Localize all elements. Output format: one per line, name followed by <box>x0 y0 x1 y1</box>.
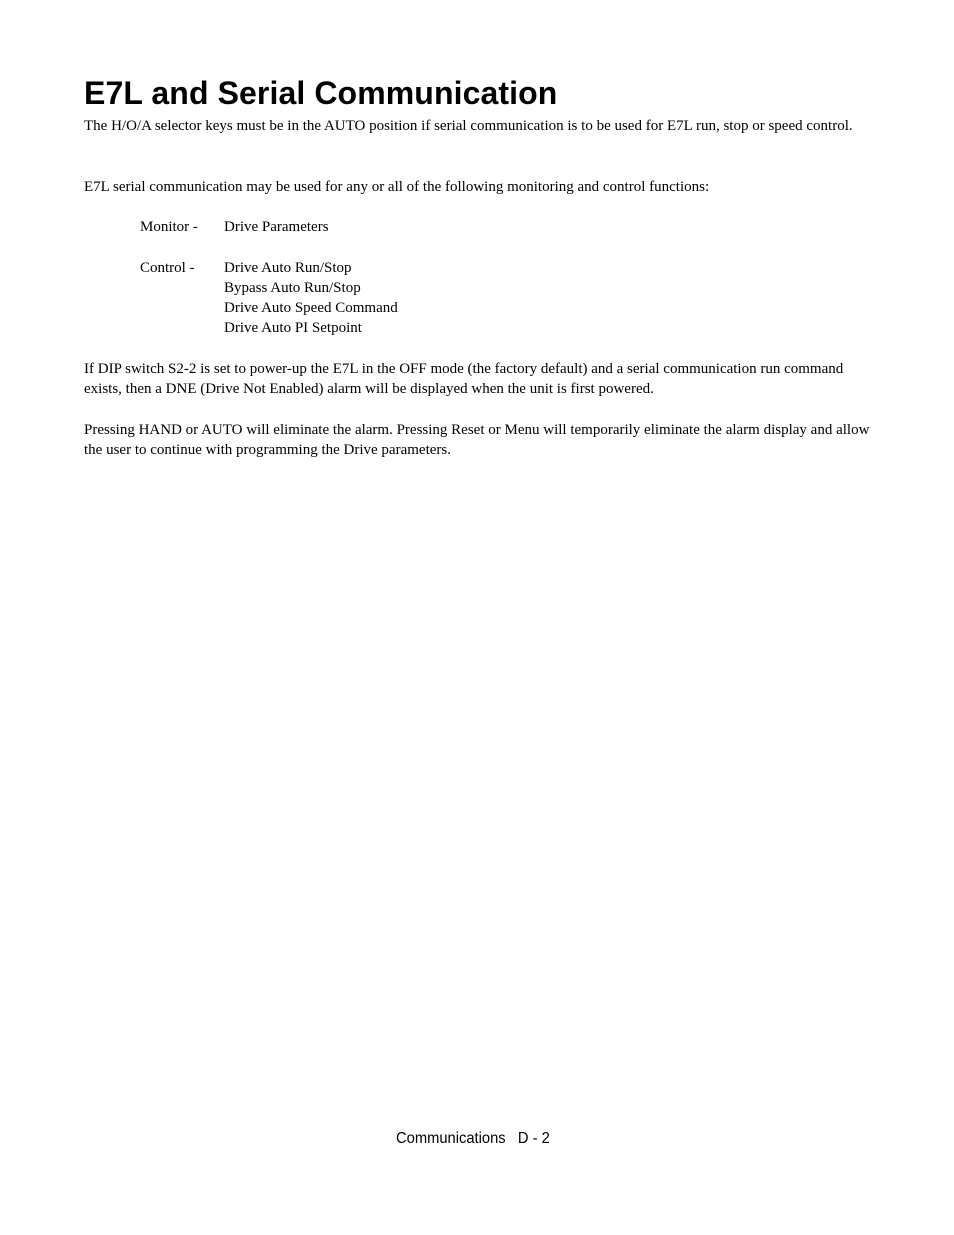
paragraph-hoa-auto: The H/O/A selector keys must be in the AUTO position if serial communication is to be used for E7L run, stop or speed control. <box>84 118 853 134</box>
control-item: Bypass Auto Run/Stop <box>224 280 361 296</box>
control-item: Drive Auto Speed Command <box>224 300 398 316</box>
control-label: Control - <box>140 260 195 276</box>
footer-page-number: D - 2 <box>517 1130 550 1147</box>
monitor-functions <box>140 217 329 237</box>
control-item: Drive Auto PI Setpoint <box>224 320 362 336</box>
control-items <box>224 258 398 338</box>
page-title: E7L and Serial Communication <box>84 75 558 111</box>
page-footer <box>396 1129 550 1149</box>
monitor-items <box>224 217 329 237</box>
paragraph-dne-alarm: If DIP switch S2-2 is set to power-up the E7L in the OFF mode (the factory default) and a serial communication run command exists, then a DNE (Drive Not Enabled) alarm will be displayed when the unit is first powered. <box>84 361 844 397</box>
control-functions <box>140 258 398 338</box>
monitor-label: Monitor - <box>140 219 198 235</box>
monitor-item: Drive Parameters <box>224 219 329 235</box>
paragraph-functions-intro: E7L serial communication may be used for any or all of the following monitoring and control functions: <box>84 179 710 195</box>
footer-section: Communications <box>396 1130 506 1147</box>
control-item: Drive Auto Run/Stop <box>224 260 352 276</box>
paragraph-eliminate-alarm: Pressing HAND or AUTO will eliminate the alarm. Pressing Reset or Menu will temporarily eliminate the alarm display and allow the user to continue with programming the Drive parameters. <box>84 422 870 458</box>
